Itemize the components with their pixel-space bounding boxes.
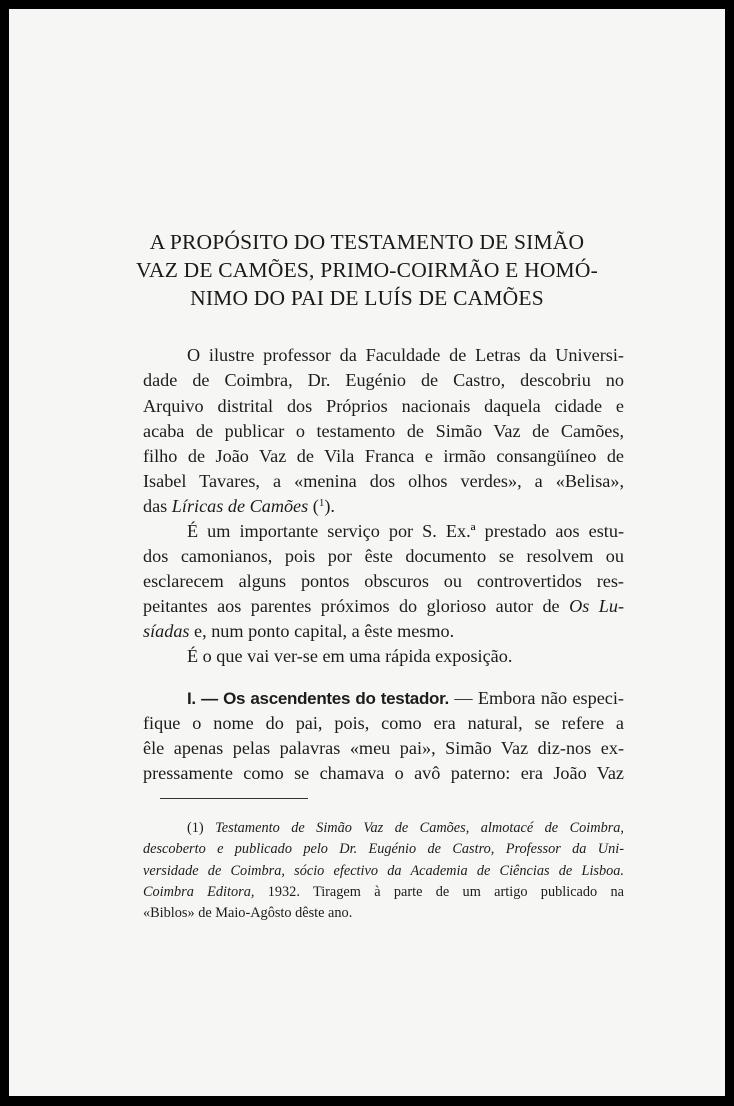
- paragraph-line: O ilustre professor da Faculdade de Letras da Universi-: [187, 345, 624, 365]
- paragraph-line: pressamente como se chamava o avô paterno: era João Vaz: [143, 763, 624, 783]
- paragraph-line: êle apenas pelas palavras «meu pai», Simão Vaz diz-nos ex-: [143, 738, 624, 758]
- title-line-2: VAZ DE CAMÕES, PRIMO-COIRMÃO E HOMÓ-: [136, 258, 598, 282]
- footnote-line: Coimbra Editora, 1932. Tiragem à parte de um artigo publicado na: [143, 884, 624, 900]
- footnote-divider: [160, 798, 308, 799]
- footnote-mark: (1): [187, 820, 204, 836]
- paragraph-line: das Líricas de Camões ($^1$).: [143, 496, 335, 516]
- paragraph-line: Isabel Tavares, a «menina dos olhos verdes», a «Belisa»,: [143, 471, 624, 491]
- title-line-1: A PROPÓSITO DO TESTAMENTO DE SIMÃO: [149, 230, 585, 254]
- footnote-ref: 1: [318, 497, 325, 509]
- paragraph-line: É o que vai ver-se em uma rápida exposição.: [187, 646, 513, 666]
- paragraph-line: peitantes aos parentes próximos do glorioso autor de Os Lu-: [143, 596, 624, 616]
- title-line-3: NIMO DO PAI DE LUÍS DE CAMÕES: [190, 286, 544, 310]
- paragraph-line: É um importante serviço por S. Ex.ª prestado aos estu-: [187, 521, 624, 541]
- paragraph-line: dos camonianos, pois por êste documento se resolvem ou: [143, 546, 624, 566]
- footnote-line: (1) Testamento de Simão Vaz de Camões, almotacé de Coimbra,: [187, 820, 625, 836]
- paragraph-line: dade de Coimbra, Dr. Eugénio de Castro, descobriu no: [143, 370, 624, 390]
- footnote-line: descoberto e publicado pelo Dr. Eugénio de Castro, Professor da Uni-: [143, 841, 624, 857]
- section-heading-line: I. — Os ascendentes do testador. — Embora não especi-: [187, 688, 624, 708]
- paragraph-line: fique o nome do pai, pois, como era natural, se refere a: [143, 713, 624, 733]
- paragraph-line: filho de João Vaz de Vila Franca e irmão consangüíneo de: [143, 446, 624, 466]
- paragraph-line: síadas e, num ponto capital, a êste mesmo.: [143, 621, 455, 641]
- book-title: Líricas de Camões: [171, 496, 309, 516]
- paragraph-line: esclarecem alguns pontos obscuros ou controvertidos res-: [143, 571, 624, 591]
- paragraph-line: Arquivo distrital dos Próprios nacionais daquela cidade e: [143, 396, 624, 416]
- paragraph-line: acaba de publicar o testamento de Simão Vaz de Camões,: [143, 421, 624, 441]
- footnote-line: versidade de Coimbra, sócio efectivo da Academia de Ciências de Lisboa.: [143, 863, 624, 879]
- footnote-line: «Biblos» de Maio-Agôsto dêste ano.: [143, 905, 353, 921]
- section-heading: I. — Os ascendentes do testador.: [187, 689, 449, 708]
